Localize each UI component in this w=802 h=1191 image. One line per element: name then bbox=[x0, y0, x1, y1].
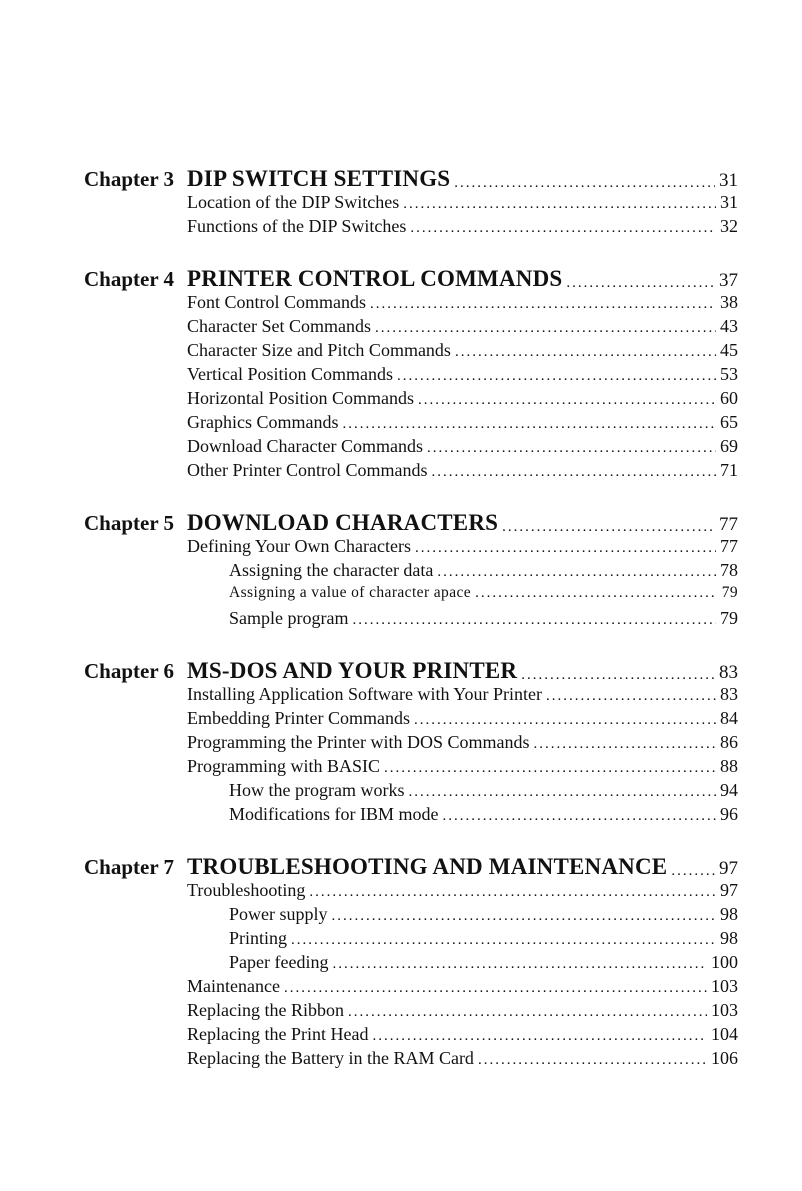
entry-text: Replacing the Print Head bbox=[187, 1024, 369, 1044]
dot-leader bbox=[352, 608, 716, 629]
page-number: 71 bbox=[720, 460, 738, 480]
toc-entry bbox=[84, 1000, 738, 1024]
toc-subentry bbox=[84, 560, 738, 584]
entry-text: Defining Your Own Characters bbox=[187, 536, 411, 556]
toc-entry bbox=[84, 1048, 738, 1072]
chapter-heading bbox=[84, 504, 738, 536]
page-number: 79 bbox=[721, 584, 738, 601]
page-number: 98 bbox=[720, 904, 738, 924]
toc-entry bbox=[84, 292, 738, 316]
chapter-heading bbox=[84, 652, 738, 684]
dot-leader bbox=[372, 1024, 707, 1045]
dot-leader bbox=[502, 518, 715, 536]
chapter-heading bbox=[84, 260, 738, 292]
entry-text: Assigning the character data bbox=[229, 560, 434, 580]
toc-entry bbox=[84, 364, 738, 388]
entry-text: Vertical Position Commands bbox=[187, 364, 393, 384]
page-number: 97 bbox=[719, 858, 738, 879]
dot-leader bbox=[478, 1048, 707, 1069]
entry-text: Assigning a value of character apace bbox=[229, 584, 472, 601]
entry-text: Maintenance bbox=[187, 976, 280, 996]
page-number: 83 bbox=[720, 684, 738, 704]
toc-subentry bbox=[84, 928, 738, 952]
dot-leader bbox=[671, 862, 715, 880]
dot-leader bbox=[284, 976, 707, 997]
dot-leader bbox=[414, 708, 716, 729]
dot-leader bbox=[533, 732, 716, 753]
page-number: 69 bbox=[720, 436, 738, 456]
entry-text: Embedding Printer Commands bbox=[187, 708, 410, 728]
dot-leader bbox=[309, 880, 716, 901]
toc-entry bbox=[84, 732, 738, 756]
toc-subentry bbox=[84, 804, 738, 828]
entry-text: How the program works bbox=[229, 780, 405, 800]
dot-leader bbox=[427, 436, 716, 457]
dot-leader bbox=[566, 274, 715, 292]
dot-leader bbox=[475, 584, 716, 602]
toc-entry bbox=[84, 684, 738, 708]
dot-leader bbox=[348, 1000, 707, 1021]
dot-leader bbox=[418, 388, 716, 409]
dot-leader bbox=[342, 412, 716, 433]
entry-text: Font Control Commands bbox=[187, 292, 367, 312]
page-number: 86 bbox=[720, 732, 738, 752]
chapter-label: Chapter 6 bbox=[84, 659, 175, 683]
chapter-label: Chapter 4 bbox=[84, 267, 175, 291]
page-number: 96 bbox=[720, 804, 738, 824]
entry-text: Modifications for IBM mode bbox=[229, 804, 439, 824]
entry-text: Replacing the Ribbon bbox=[187, 1000, 344, 1020]
toc-entry bbox=[84, 192, 738, 216]
page-number: 77 bbox=[719, 514, 738, 535]
dot-leader bbox=[397, 364, 716, 385]
toc-entry bbox=[84, 536, 738, 560]
toc-subentry bbox=[84, 608, 738, 632]
page-number: 31 bbox=[719, 170, 738, 191]
entry-text: Paper feeding bbox=[229, 952, 329, 972]
entry-text: Character Set Commands bbox=[187, 316, 371, 336]
chapter-label: Chapter 3 bbox=[84, 167, 175, 191]
page-number: 78 bbox=[720, 560, 738, 580]
toc-entry bbox=[84, 316, 738, 340]
dot-leader bbox=[375, 316, 716, 337]
dot-leader bbox=[431, 460, 716, 481]
chapter-title: MS-DOS AND YOUR PRINTER bbox=[187, 658, 518, 683]
page-number: 100 bbox=[711, 952, 738, 972]
page-number: 37 bbox=[719, 270, 738, 291]
entry-text: Download Character Commands bbox=[187, 436, 423, 456]
page-number: 88 bbox=[720, 756, 738, 776]
entry-text: Power supply bbox=[229, 904, 328, 924]
toc-entry bbox=[84, 216, 738, 240]
page-number: 45 bbox=[720, 340, 738, 360]
entry-text: Printing bbox=[229, 928, 288, 948]
toc-subentry bbox=[84, 952, 738, 976]
page-number: 103 bbox=[711, 976, 738, 996]
dot-leader bbox=[403, 192, 716, 213]
chapter-label: Chapter 5 bbox=[84, 511, 175, 535]
toc-entry bbox=[84, 708, 738, 732]
dot-leader bbox=[332, 952, 707, 973]
entry-text: Horizontal Position Commands bbox=[187, 388, 414, 408]
chapter-heading bbox=[84, 160, 738, 192]
toc-entry bbox=[84, 436, 738, 460]
page-number: 104 bbox=[711, 1024, 738, 1044]
entry-text: Sample program bbox=[229, 608, 349, 628]
page-number: 38 bbox=[720, 292, 738, 312]
toc-subentry bbox=[84, 584, 738, 608]
toc-entry bbox=[84, 340, 738, 364]
entry-text: Replacing the Battery in the RAM Card bbox=[187, 1048, 474, 1068]
page-number: 31 bbox=[720, 192, 738, 212]
dot-leader bbox=[415, 536, 716, 557]
dot-leader bbox=[455, 340, 716, 361]
dot-leader bbox=[291, 928, 716, 949]
page-number: 53 bbox=[720, 364, 738, 384]
chapter-title: DIP SWITCH SETTINGS bbox=[187, 166, 451, 191]
toc-entry bbox=[84, 976, 738, 1000]
page-number: 77 bbox=[720, 536, 738, 556]
chapter-heading bbox=[84, 848, 738, 880]
dot-leader bbox=[437, 560, 716, 581]
chapter-title: PRINTER CONTROL COMMANDS bbox=[187, 266, 563, 291]
page-number: 94 bbox=[720, 780, 738, 800]
entry-text: Graphics Commands bbox=[187, 412, 339, 432]
page-number: 79 bbox=[720, 608, 738, 628]
chapter-title: TROUBLESHOOTING AND MAINTENANCE bbox=[187, 854, 668, 879]
dot-leader bbox=[370, 292, 716, 313]
entry-text: Programming with BASIC bbox=[187, 756, 381, 776]
page-number: 65 bbox=[720, 412, 738, 432]
page-number: 103 bbox=[711, 1000, 738, 1020]
chapter-label: Chapter 7 bbox=[84, 855, 175, 879]
entry-text: Functions of the DIP Switches bbox=[187, 216, 407, 236]
dot-leader bbox=[454, 174, 715, 192]
page-number: 84 bbox=[720, 708, 738, 728]
page-number: 32 bbox=[720, 216, 738, 236]
table-of-contents bbox=[84, 160, 738, 1072]
page-number: 60 bbox=[720, 388, 738, 408]
dot-leader bbox=[408, 780, 716, 801]
entry-text: Other Printer Control Commands bbox=[187, 460, 428, 480]
entry-text: Location of the DIP Switches bbox=[187, 192, 400, 212]
toc-subentry bbox=[84, 780, 738, 804]
toc-entry bbox=[84, 388, 738, 412]
entry-text: Installing Application Software with Your Printer bbox=[187, 684, 542, 704]
toc-entry bbox=[84, 412, 738, 436]
page-number: 98 bbox=[720, 928, 738, 948]
entry-text: Programming the Printer with DOS Commands bbox=[187, 732, 530, 752]
page-number: 106 bbox=[711, 1048, 738, 1068]
toc-entry bbox=[84, 460, 738, 484]
dot-leader bbox=[332, 904, 717, 925]
dot-leader bbox=[410, 216, 716, 237]
chapter-title: DOWNLOAD CHARACTERS bbox=[187, 510, 499, 535]
entry-text: Character Size and Pitch Commands bbox=[187, 340, 451, 360]
dot-leader bbox=[521, 666, 715, 684]
toc-entry bbox=[84, 756, 738, 780]
dot-leader bbox=[384, 756, 716, 777]
dot-leader bbox=[546, 684, 716, 705]
toc-entry bbox=[84, 1024, 738, 1048]
page-number: 83 bbox=[719, 662, 738, 683]
entry-text: Troubleshooting bbox=[187, 880, 306, 900]
dot-leader bbox=[442, 804, 716, 825]
page-number: 97 bbox=[720, 880, 738, 900]
toc-subentry bbox=[84, 904, 738, 928]
page-number: 43 bbox=[720, 316, 738, 336]
toc-entry bbox=[84, 880, 738, 904]
